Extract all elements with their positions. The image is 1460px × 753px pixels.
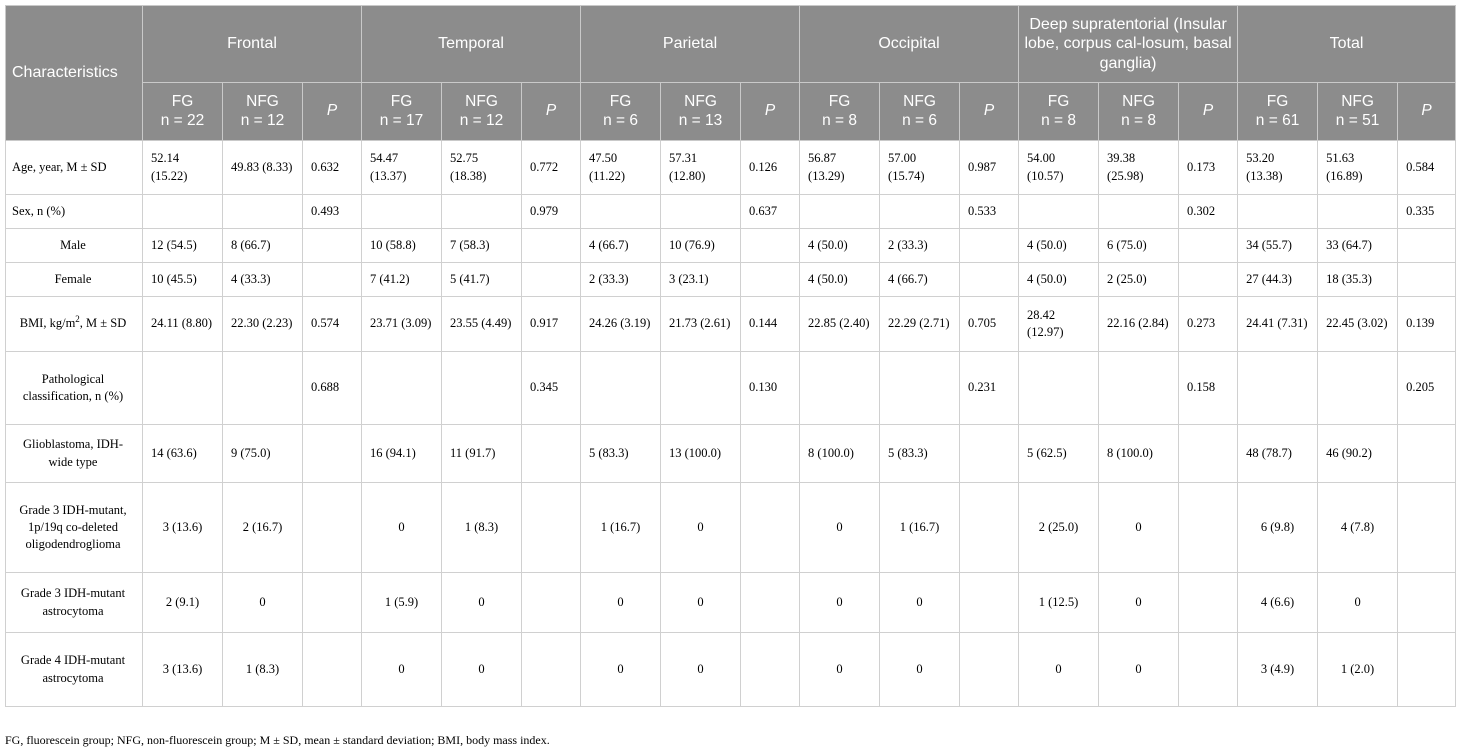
table-cell: 24.11 (8.80): [143, 297, 223, 352]
table-cell: 54.47 (13.37): [362, 141, 442, 195]
p-value-cell: 0.987: [960, 141, 1019, 195]
header-fg-n: n = 8: [822, 111, 857, 129]
table-cell: [1019, 352, 1099, 425]
p-value-cell: 0.637: [741, 195, 800, 229]
table-cell: 2 (33.3): [581, 263, 661, 297]
header-characteristics: Characteristics: [6, 6, 143, 141]
p-value-cell: [1398, 483, 1456, 573]
p-value-cell: 0.584: [1398, 141, 1456, 195]
table-cell: [362, 195, 442, 229]
table-cell: [143, 352, 223, 425]
table-cell: 22.16 (2.84): [1099, 297, 1179, 352]
header-fg-group: [1238, 83, 1318, 141]
p-value-cell: [741, 425, 800, 483]
table-cell: 10 (58.8): [362, 229, 442, 263]
row-label-text: Glioblastoma, IDH-wide type: [23, 437, 123, 469]
header-p-value: [303, 83, 362, 141]
table-cell: 21.73 (2.61): [661, 297, 741, 352]
table-cell: [362, 352, 442, 425]
table-cell: 28.42 (12.97): [1019, 297, 1099, 352]
row-label-text: Grade 3 IDH-mutant astrocytoma: [20, 586, 126, 618]
header-fg-label: FG: [1266, 92, 1289, 110]
header-nfg-n: n = 6: [902, 111, 937, 129]
table-cell: [1099, 352, 1179, 425]
header-fg-group: [143, 83, 223, 141]
p-value-cell: [960, 425, 1019, 483]
row-label: [6, 297, 143, 352]
table-cell: 10 (45.5): [143, 263, 223, 297]
table-cell: 5 (83.3): [880, 425, 960, 483]
table-cell: 0: [223, 573, 303, 633]
p-value-cell: 0.688: [303, 352, 362, 425]
header-row-regions: [6, 6, 1456, 83]
p-value-cell: 0.574: [303, 297, 362, 352]
header-fg-label: FG: [1047, 92, 1070, 110]
p-value-cell: 0.173: [1179, 141, 1238, 195]
table-cell: 8 (100.0): [800, 425, 880, 483]
p-value-cell: [960, 483, 1019, 573]
table-cell: 1 (8.3): [223, 633, 303, 707]
table-cell: 3 (4.9): [1238, 633, 1318, 707]
header-nfg-label: NFG: [1122, 92, 1155, 110]
table-cell: 13 (100.0): [661, 425, 741, 483]
table-cell: [661, 352, 741, 425]
table-cell: [223, 352, 303, 425]
table-row: [6, 195, 1456, 229]
table-cell: 2 (9.1): [143, 573, 223, 633]
header-fg-label: FG: [828, 92, 851, 110]
table-cell: 0: [661, 633, 741, 707]
header-fg-group: [1019, 83, 1099, 141]
table-cell: 51.63 (16.89): [1318, 141, 1398, 195]
table-cell: [581, 195, 661, 229]
table-cell: 2 (25.0): [1099, 263, 1179, 297]
table-cell: 0: [661, 573, 741, 633]
header-p-label: P: [764, 102, 776, 120]
p-value-cell: 0.705: [960, 297, 1019, 352]
p-value-cell: [303, 229, 362, 263]
p-value-cell: [303, 573, 362, 633]
p-value-cell: [1398, 229, 1456, 263]
table-cell: 12 (54.5): [143, 229, 223, 263]
p-value-cell: [303, 483, 362, 573]
table-row: [6, 425, 1456, 483]
table-cell: 2 (33.3): [880, 229, 960, 263]
p-value-cell: [1179, 483, 1238, 573]
table-cell: 1 (12.5): [1019, 573, 1099, 633]
table-cell: 48 (78.7): [1238, 425, 1318, 483]
table-cell: 1 (16.7): [581, 483, 661, 573]
table-cell: 3 (23.1): [661, 263, 741, 297]
table-cell: 53.20 (13.38): [1238, 141, 1318, 195]
table-cell: 24.26 (3.19): [581, 297, 661, 352]
header-fg-group: [800, 83, 880, 141]
table-row: [6, 141, 1456, 195]
header-nfg-n: n = 8: [1121, 111, 1156, 129]
table-cell: 0: [442, 573, 522, 633]
row-label-text: Age, year, M ± SD: [12, 159, 107, 174]
header-p-value: [522, 83, 581, 141]
p-value-cell: [303, 263, 362, 297]
table-cell: 1 (2.0): [1318, 633, 1398, 707]
p-value-cell: [960, 229, 1019, 263]
header-nfg-label: NFG: [1341, 92, 1374, 110]
table-cell: 8 (100.0): [1099, 425, 1179, 483]
header-nfg-label: NFG: [465, 92, 498, 110]
table-cell: 34 (55.7): [1238, 229, 1318, 263]
header-row-groups: [6, 83, 1456, 141]
table-cell: 1 (8.3): [442, 483, 522, 573]
table-footnote: FG, fluorescein group; NFG, non-fluorescein group; M ± SD, mean ± standard deviation; BMI, body mass index.: [5, 733, 550, 747]
table-cell: [442, 195, 522, 229]
header-fg-n: n = 22: [160, 111, 205, 129]
table-cell: 16 (94.1): [362, 425, 442, 483]
p-value-cell: [1179, 229, 1238, 263]
table-cell: 0: [880, 573, 960, 633]
table-cell: 1 (16.7): [880, 483, 960, 573]
table-cell: 4 (50.0): [800, 263, 880, 297]
table-cell: 52.75 (18.38): [442, 141, 522, 195]
table-cell: 14 (63.6): [143, 425, 223, 483]
p-value-cell: [1179, 263, 1238, 297]
header-nfg-n: n = 51: [1335, 111, 1380, 129]
table-cell: [661, 195, 741, 229]
row-label-text: Grade 4 IDH-mutant astrocytoma: [20, 653, 126, 685]
table-cell: 0: [1318, 573, 1398, 633]
table-cell: 0: [1099, 573, 1179, 633]
p-value-cell: 0.231: [960, 352, 1019, 425]
row-label: [6, 633, 143, 707]
p-value-cell: 0.130: [741, 352, 800, 425]
p-value-cell: [1179, 633, 1238, 707]
table-row: [6, 483, 1456, 573]
table-cell: [581, 352, 661, 425]
header-p-value: [741, 83, 800, 141]
table-cell: 0: [442, 633, 522, 707]
table-cell: 3 (13.6): [143, 483, 223, 573]
table-cell: [800, 352, 880, 425]
table-row: [6, 229, 1456, 263]
p-value-cell: 0.345: [522, 352, 581, 425]
header-nfg-group: [442, 83, 522, 141]
row-label: [6, 483, 143, 573]
table-cell: 22.45 (3.02): [1318, 297, 1398, 352]
table-cell: 0: [1019, 633, 1099, 707]
table-cell: 8 (66.7): [223, 229, 303, 263]
p-value-cell: 0.772: [522, 141, 581, 195]
header-nfg-label: NFG: [903, 92, 936, 110]
header-fg-group: [581, 83, 661, 141]
header-nfg-n: n = 12: [459, 111, 504, 129]
header-region-parietal: Parietal: [581, 6, 800, 83]
p-value-cell: [1398, 425, 1456, 483]
table-cell: 0: [581, 573, 661, 633]
p-value-cell: 0.632: [303, 141, 362, 195]
table-cell: 0: [362, 483, 442, 573]
p-value-cell: 0.273: [1179, 297, 1238, 352]
p-value-cell: 0.979: [522, 195, 581, 229]
header-region-total: Total: [1238, 6, 1456, 83]
header-p-value: [960, 83, 1019, 141]
table-cell: 4 (33.3): [223, 263, 303, 297]
header-region-frontal: Frontal: [143, 6, 362, 83]
table-row: [6, 633, 1456, 707]
header-nfg-label: NFG: [684, 92, 717, 110]
p-value-cell: [522, 229, 581, 263]
table-cell: [800, 195, 880, 229]
table-cell: 9 (75.0): [223, 425, 303, 483]
p-value-cell: [1398, 263, 1456, 297]
p-value-cell: [741, 483, 800, 573]
p-value-cell: 0.533: [960, 195, 1019, 229]
table-cell: 46 (90.2): [1318, 425, 1398, 483]
p-value-cell: 0.493: [303, 195, 362, 229]
row-label: [6, 352, 143, 425]
row-label-text: BMI, kg/m: [19, 316, 76, 331]
p-value-cell: 0.302: [1179, 195, 1238, 229]
header-fg-n: n = 17: [379, 111, 424, 129]
table-cell: 2 (16.7): [223, 483, 303, 573]
table-cell: 1 (5.9): [362, 573, 442, 633]
table-cell: 2 (25.0): [1019, 483, 1099, 573]
table-cell: 0: [800, 573, 880, 633]
table-cell: 4 (66.7): [581, 229, 661, 263]
table-cell: 18 (35.3): [1318, 263, 1398, 297]
table-row: [6, 263, 1456, 297]
table-cell: 24.41 (7.31): [1238, 297, 1318, 352]
header-p-label: P: [1421, 102, 1432, 120]
characteristics-table: [5, 5, 1456, 707]
table-cell: 56.87 (13.29): [800, 141, 880, 195]
p-value-cell: [741, 229, 800, 263]
table-cell: 3 (13.6): [143, 633, 223, 707]
p-value-cell: 0.144: [741, 297, 800, 352]
table-row: [6, 297, 1456, 352]
p-value-cell: [522, 263, 581, 297]
table-cell: 4 (50.0): [800, 229, 880, 263]
header-nfg-group: [1099, 83, 1179, 141]
header-region-occipital: Occipital: [800, 6, 1019, 83]
table-body: [6, 141, 1456, 707]
table-cell: 7 (41.2): [362, 263, 442, 297]
table-cell: 22.85 (2.40): [800, 297, 880, 352]
header-nfg-group: [1318, 83, 1398, 141]
table-cell: 7 (58.3): [442, 229, 522, 263]
table-cell: [442, 352, 522, 425]
p-value-cell: [960, 633, 1019, 707]
header-p-label: P: [983, 102, 995, 120]
table-cell: 0: [1099, 633, 1179, 707]
row-label-text: Female: [54, 271, 92, 286]
header-p-value: [1398, 83, 1456, 141]
header-p-label: P: [1202, 102, 1214, 120]
header-nfg-group: [223, 83, 303, 141]
table-cell: 47.50 (11.22): [581, 141, 661, 195]
table-cell: 6 (75.0): [1099, 229, 1179, 263]
p-value-cell: 0.335: [1398, 195, 1456, 229]
table-cell: 0: [800, 633, 880, 707]
table-cell: 4 (50.0): [1019, 229, 1099, 263]
row-label-text: Sex, n (%): [12, 203, 66, 218]
row-label: [6, 573, 143, 633]
p-value-cell: [303, 425, 362, 483]
header-fg-n: n = 61: [1255, 111, 1300, 129]
header-fg-label: FG: [609, 92, 632, 110]
p-value-cell: [960, 573, 1019, 633]
row-label: [6, 425, 143, 483]
table-cell: [223, 195, 303, 229]
table-cell: 39.38 (25.98): [1099, 141, 1179, 195]
table-cell: 33 (64.7): [1318, 229, 1398, 263]
table-cell: 23.55 (4.49): [442, 297, 522, 352]
table-cell: 23.71 (3.09): [362, 297, 442, 352]
p-value-cell: [741, 573, 800, 633]
row-label: [6, 195, 143, 229]
header-nfg-group: [880, 83, 960, 141]
p-value-cell: 0.139: [1398, 297, 1456, 352]
table-cell: 4 (50.0): [1019, 263, 1099, 297]
header-nfg-group: [661, 83, 741, 141]
p-value-cell: [960, 263, 1019, 297]
table-cell: 52.14 (15.22): [143, 141, 223, 195]
p-value-cell: 0.205: [1398, 352, 1456, 425]
header-p-value: [1179, 83, 1238, 141]
header-fg-n: n = 6: [603, 111, 638, 129]
p-value-cell: [522, 483, 581, 573]
table-cell: 11 (91.7): [442, 425, 522, 483]
header-region-deep-supratentorial: Deep supratentorial (Insular lobe, corpus cal-losum, basal ganglia): [1019, 6, 1238, 83]
table-cell: 6 (9.8): [1238, 483, 1318, 573]
header-p-label: P: [545, 102, 557, 120]
table-cell: 4 (6.6): [1238, 573, 1318, 633]
header-fg-label: FG: [390, 92, 413, 110]
table-cell: 57.31 (12.80): [661, 141, 741, 195]
header-region-temporal: Temporal: [362, 6, 581, 83]
row-label-text: Grade 3 IDH-mutant, 1p/19q co-deleted oligodendroglioma: [19, 502, 127, 552]
p-value-cell: 0.158: [1179, 352, 1238, 425]
table-cell: 0: [581, 633, 661, 707]
row-label-superscript: 2: [75, 314, 80, 325]
row-label-suffix: , M ± SD: [79, 316, 127, 331]
p-value-cell: [741, 263, 800, 297]
header-nfg-n: n = 12: [240, 111, 285, 129]
table-cell: 57.00 (15.74): [880, 141, 960, 195]
header-nfg-n: n = 13: [678, 111, 723, 129]
table-cell: 49.83 (8.33): [223, 141, 303, 195]
table-cell: [1099, 195, 1179, 229]
p-value-cell: [522, 573, 581, 633]
table-cell: 5 (83.3): [581, 425, 661, 483]
p-value-cell: [1179, 425, 1238, 483]
table-cell: 0: [1099, 483, 1179, 573]
table-row: [6, 573, 1456, 633]
header-fg-n: n = 8: [1041, 111, 1076, 129]
p-value-cell: [522, 633, 581, 707]
header-fg-group: [362, 83, 442, 141]
table-cell: 5 (41.7): [442, 263, 522, 297]
table-cell: 0: [661, 483, 741, 573]
table-cell: 22.29 (2.71): [880, 297, 960, 352]
table-cell: [880, 195, 960, 229]
row-label-text: Pathological classification, n (%): [22, 371, 124, 403]
table-cell: 22.30 (2.23): [223, 297, 303, 352]
table-cell: 4 (7.8): [1318, 483, 1398, 573]
table-cell: 5 (62.5): [1019, 425, 1099, 483]
table-cell: 0: [880, 633, 960, 707]
header-nfg-label: NFG: [246, 92, 279, 110]
table-cell: 54.00 (10.57): [1019, 141, 1099, 195]
table-cell: 0: [800, 483, 880, 573]
p-value-cell: [1398, 633, 1456, 707]
table-row: [6, 352, 1456, 425]
row-label: [6, 229, 143, 263]
p-value-cell: [522, 425, 581, 483]
row-label: [6, 263, 143, 297]
row-label: [6, 141, 143, 195]
table-cell: [880, 352, 960, 425]
p-value-cell: 0.917: [522, 297, 581, 352]
row-label-text: Male: [60, 237, 86, 252]
table-cell: [1318, 352, 1398, 425]
p-value-cell: 0.126: [741, 141, 800, 195]
header-fg-label: FG: [171, 92, 194, 110]
table-cell: 27 (44.3): [1238, 263, 1318, 297]
table-cell: 10 (76.9): [661, 229, 741, 263]
table-cell: 4 (66.7): [880, 263, 960, 297]
p-value-cell: [741, 633, 800, 707]
table-cell: 0: [362, 633, 442, 707]
p-value-cell: [303, 633, 362, 707]
p-value-cell: [1179, 573, 1238, 633]
table-cell: [1238, 195, 1318, 229]
header-p-label: P: [326, 102, 338, 120]
table-cell: [1019, 195, 1099, 229]
p-value-cell: [1398, 573, 1456, 633]
table-cell: [1238, 352, 1318, 425]
table-cell: [143, 195, 223, 229]
table-cell: [1318, 195, 1398, 229]
